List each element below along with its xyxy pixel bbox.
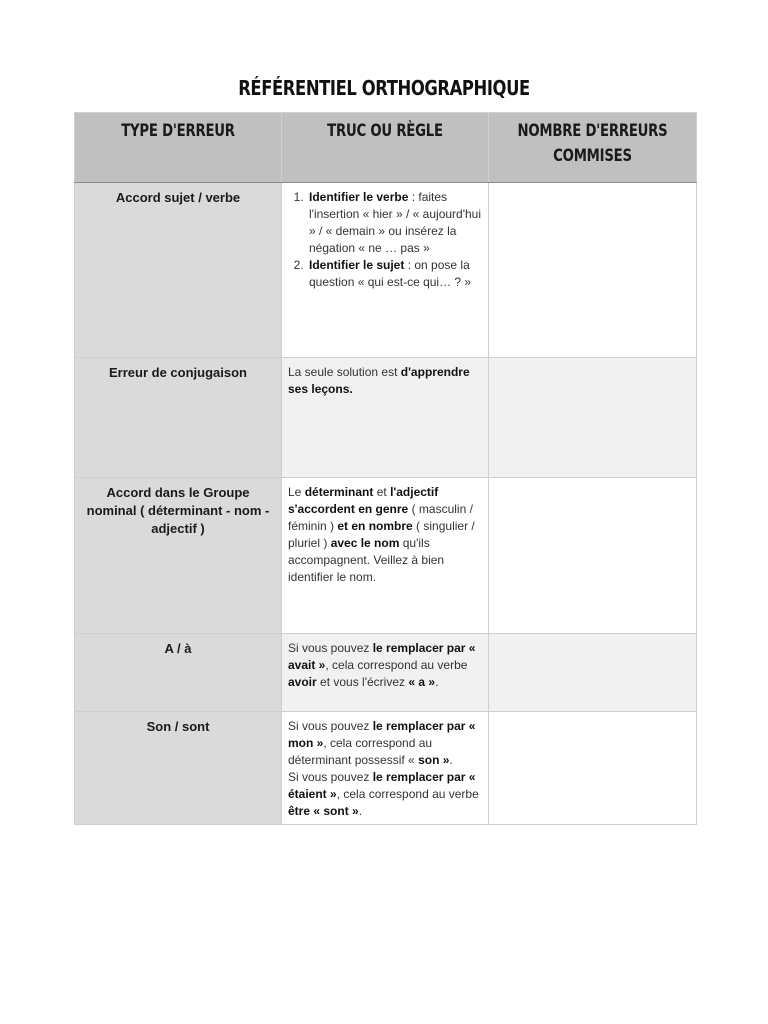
rule-cell: Si vous pouvez le remplacer par « avait », cela correspond au verbe avoir et vous l'écrivez « a ».: [282, 634, 489, 712]
header-error-count: NOMBRE D'ERREURS COMMISES: [489, 113, 697, 183]
error-type-cell: Accord sujet / verbe: [75, 183, 282, 358]
error-type-cell: Accord dans le Groupe nominal ( déterminant - nom - adjectif ): [75, 478, 282, 634]
error-type-cell: A / à: [75, 634, 282, 712]
list-item: 2. Identifier le sujet : on pose la question « qui est-ce qui… ? »: [307, 257, 482, 291]
table-row: [75, 712, 697, 825]
error-count-cell[interactable]: [489, 712, 697, 825]
table-row: [75, 183, 697, 358]
table-header-row: [75, 113, 697, 183]
list-item: 1. Identifier le verbe : faites l'insertion « hier » / « aujourd'hui » / « demain » ou insérez la négation « ne … pas »: [307, 189, 482, 257]
rule-cell: Le déterminant et l'adjectif s'accordent en genre ( masculin / féminin ) et en nombre ( singulier / pluriel ) avec le nom qu'ils accompagnent. Veillez à bien identifier le nom.: [282, 478, 489, 634]
table-row: [75, 478, 697, 634]
error-count-cell[interactable]: [489, 183, 697, 358]
page-title: RÉFÉRENTIEL ORTHOGRAPHIQUE: [238, 76, 530, 100]
error-count-cell[interactable]: [489, 634, 697, 712]
rule-cell: La seule solution est d'apprendre ses leçons.: [282, 358, 489, 478]
error-type-cell: Erreur de conjugaison: [75, 358, 282, 478]
header-error-type: TYPE D'ERREUR: [75, 113, 282, 183]
rule-list: [288, 189, 482, 291]
rule-cell: Si vous pouvez le remplacer par « mon », cela correspond au déterminant possessif « son ». Si vous pouvez le remplacer par « étaient », cela correspond au verbe être « sont ».: [282, 712, 489, 825]
error-count-cell[interactable]: [489, 478, 697, 634]
table-row: [75, 634, 697, 712]
error-count-cell[interactable]: [489, 358, 697, 478]
rule-cell: [282, 183, 489, 358]
table-row: [75, 358, 697, 478]
error-type-cell: Son / sont: [75, 712, 282, 825]
header-rule: TRUC OU RÈGLE: [282, 113, 489, 183]
orthography-reference-table: [74, 112, 697, 825]
